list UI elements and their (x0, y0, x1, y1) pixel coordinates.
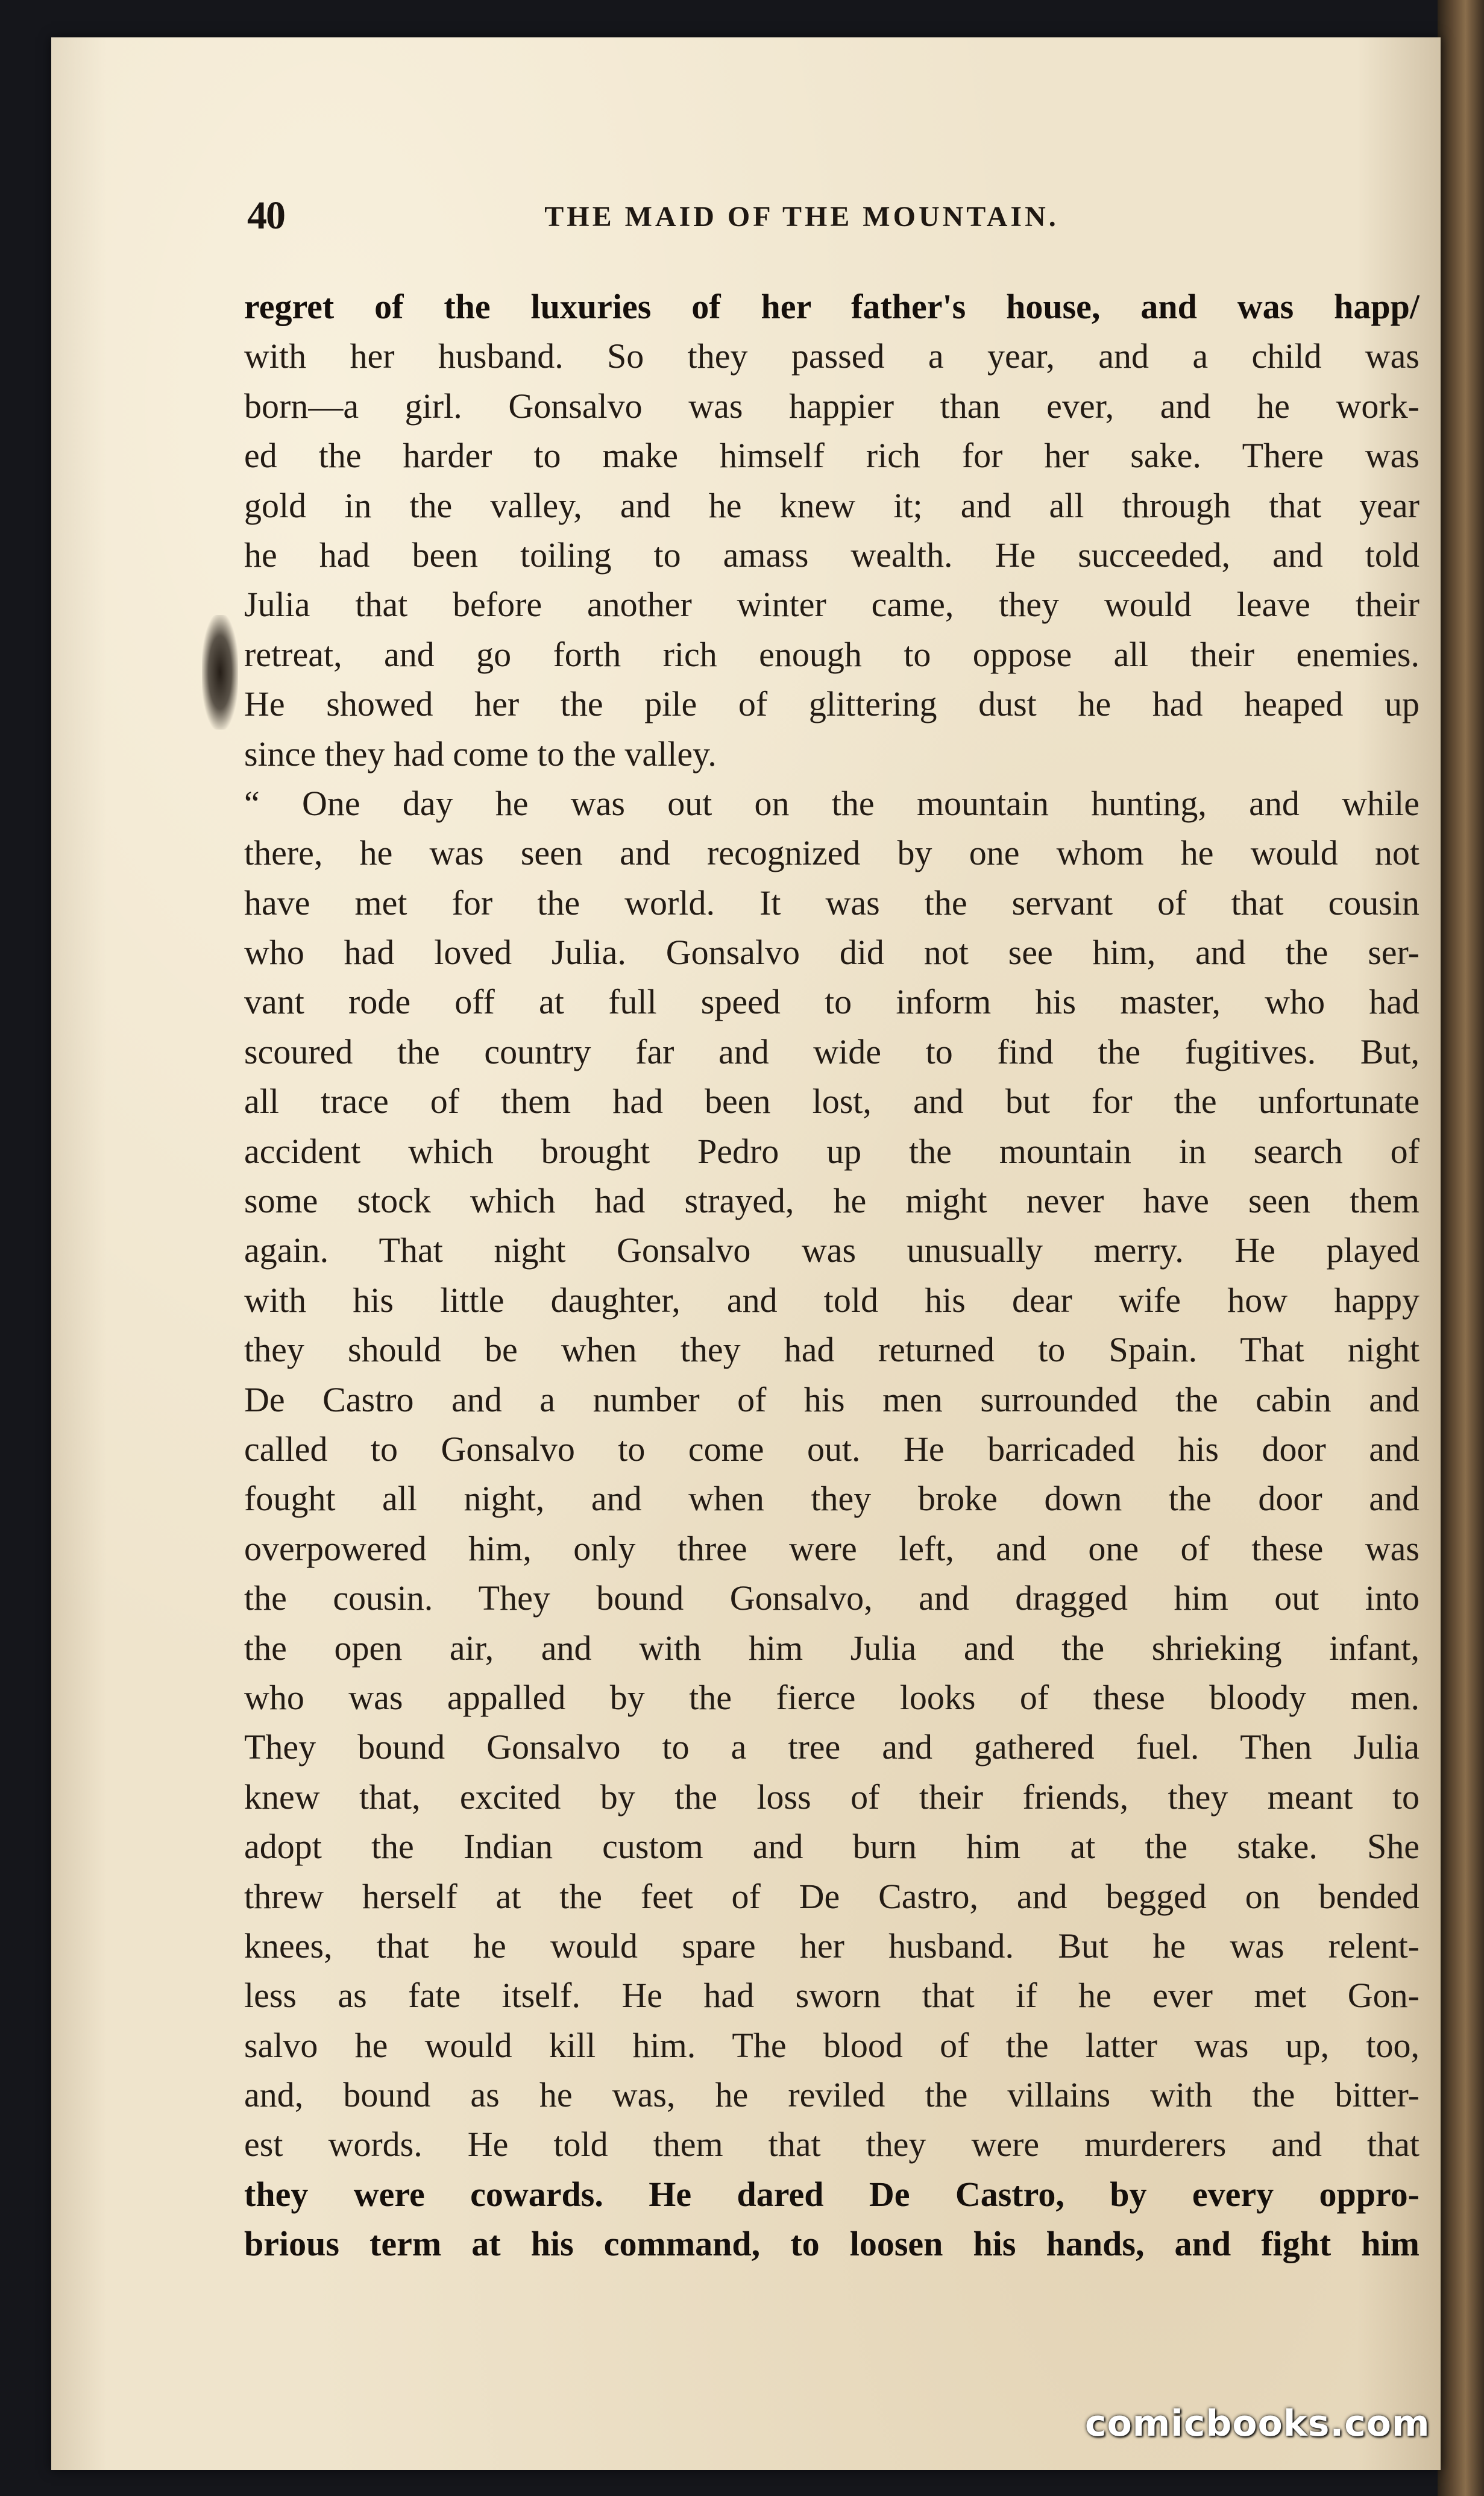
text-line: the open air, and with him Julia and the shrieking infant, (244, 1628, 1420, 1668)
text-line: who had loved Julia. Gonsalvo did not see him, and the ser- (244, 933, 1420, 972)
text-line: accident which brought Pedro up the mountain in search of (244, 1131, 1420, 1171)
text-line: he had been toiling to amass wealth. He succeeded, and told (244, 535, 1420, 575)
text-line: “ One day he was out on the mountain hunting, and while (244, 783, 1420, 823)
text-line: there, he was seen and recognized by one whom he would not (244, 833, 1420, 873)
text-line: they were cowards. He dared De Castro, by every oppro- (244, 2174, 1420, 2214)
text-line: They bound Gonsalvo to a tree and gathered fuel. Then Julia (244, 1727, 1420, 1767)
text-line: less as fate itself. He had sworn that if he ever met Gon- (244, 1976, 1420, 2015)
text-line: they should be when they had returned to Spain. That night (244, 1330, 1420, 1370)
text-line: overpowered him, only three were left, and one of these was (244, 1528, 1420, 1568)
text-line: fought all night, and when they broke down the door and (244, 1479, 1420, 1519)
text-line: retreat, and go forth rich enough to oppose all their enemies. (244, 634, 1420, 674)
text-line: again. That night Gonsalvo was unusually merry. He played (244, 1231, 1420, 1270)
text-line: since they had come to the valley. (244, 734, 717, 774)
text-line: with his little daughter, and told his dear wife how happy (244, 1280, 1420, 1320)
text-line: gold in the valley, and he knew it; and all through that year (244, 485, 1420, 525)
page-number: 40 (247, 194, 285, 238)
text-line: knew that, excited by the loss of their friends, they meant to (244, 1777, 1420, 1817)
text-line: salvo he would kill him. The blood of the latter was up, too, (244, 2025, 1420, 2065)
text-line: all trace of them had been lost, and but for the unfortunate (244, 1082, 1420, 1121)
text-line: who was appalled by the fierce looks of these bloody men. (244, 1677, 1420, 1717)
watermark: comicbooks.com (1085, 2403, 1430, 2445)
text-line: regret of the luxuries of her father's house, and was happ/ (244, 287, 1420, 326)
text-line: have met for the world. It was the servant of that cousin (244, 883, 1420, 922)
text-line: some stock which had strayed, he might never have seen them (244, 1181, 1420, 1221)
text-line: the cousin. They bound Gonsalvo, and dragged him out into (244, 1578, 1420, 1618)
running-head: THE MAID OF THE MOUNTAIN. (544, 201, 1059, 233)
body-text (244, 282, 1420, 2269)
book-binding (1438, 0, 1484, 2496)
text-line: with her husband. So they passed a year, and a child was (244, 336, 1420, 376)
text-line: and, bound as he was, he reviled the villains with the bitter- (244, 2075, 1420, 2115)
text-line: called to Gonsalvo to come out. He barricaded his door and (244, 1429, 1420, 1469)
text-line: threw herself at the feet of De Castro, and begged on bended (244, 1876, 1420, 1916)
text-line: est words. He told them that they were murderers and that (244, 2125, 1420, 2164)
text-line: brious term at his command, to loosen his hands, and fight him (244, 2224, 1420, 2264)
text-line: ed the harder to make himself rich for her sake. There was (244, 436, 1420, 476)
text-line: born—a girl. Gonsalvo was happier than ever, and he work- (244, 386, 1420, 426)
text-line: He showed her the pile of glittering dust he had heaped up (244, 684, 1420, 724)
text-line: knees, that he would spare her husband. But he was relent- (244, 1926, 1420, 1965)
text-line: scoured the country far and wide to find the fugitives. But, (244, 1032, 1420, 1071)
ink-stain (202, 615, 238, 730)
page-header (247, 193, 1441, 247)
text-line: De Castro and a number of his men surrounded the cabin and (244, 1379, 1420, 1419)
text-line: vant rode off at full speed to inform his master, who had (244, 982, 1420, 1022)
text-line: Julia that before another winter came, they would leave their (244, 585, 1420, 625)
text-line: adopt the Indian custom and burn him at the stake. She (244, 1827, 1420, 1867)
